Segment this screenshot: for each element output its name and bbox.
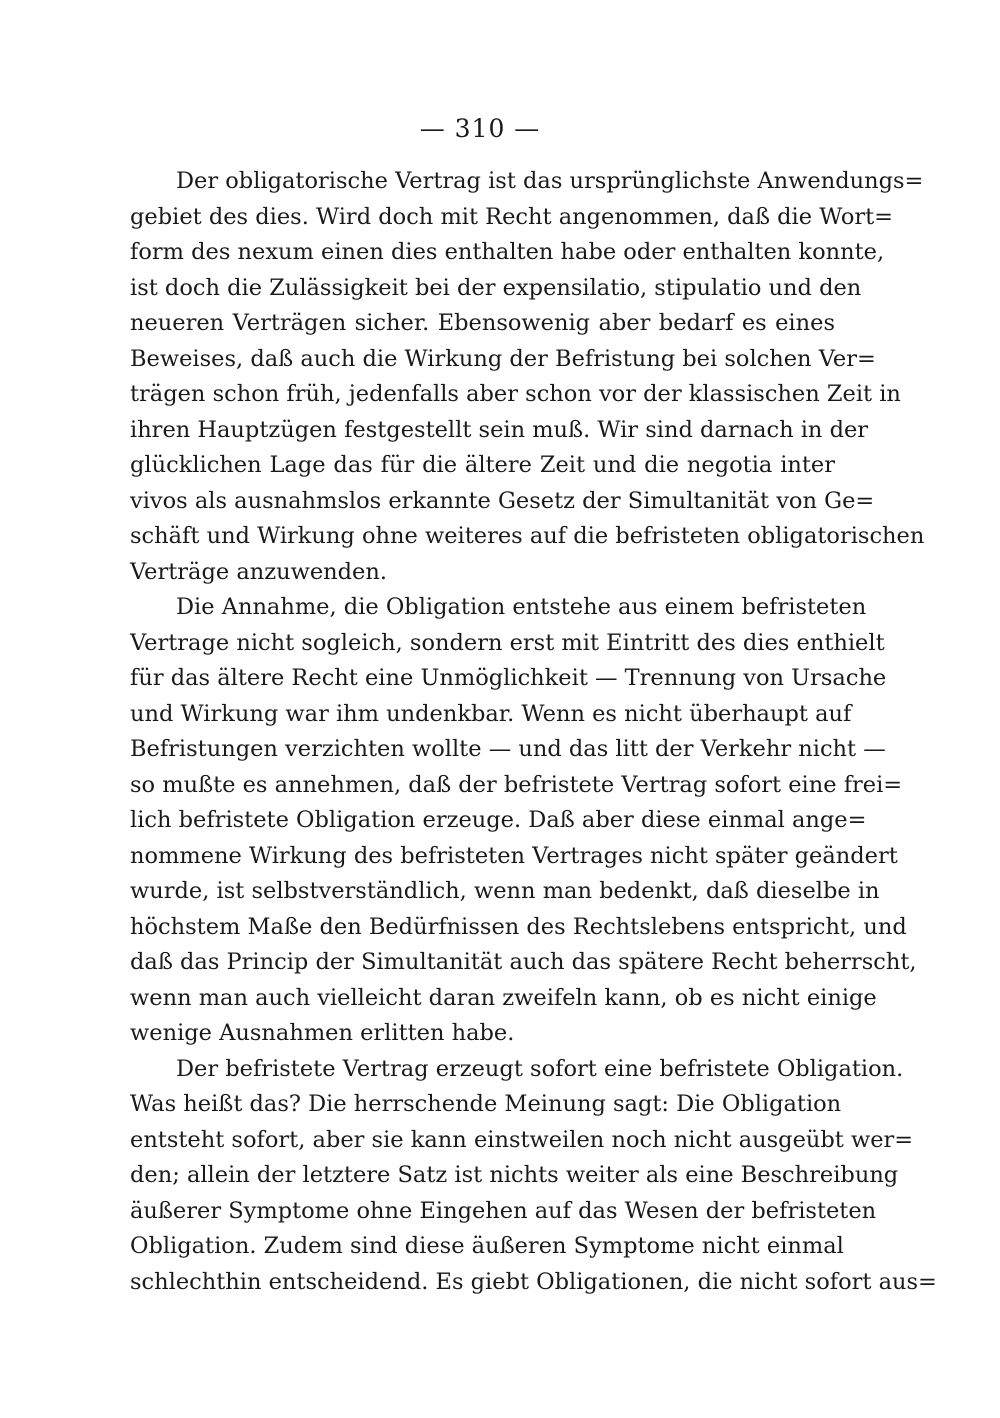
text-line: äußerer Symptome ohne Eingehen auf das Wesen der befristeten (130, 1197, 877, 1224)
text-line: lich befristete Obligation erzeuge. Daß aber diese einmal ange= (130, 807, 867, 833)
text-line: gebiet des dies. Wird doch mit Recht angenommen, daß die Wort= (130, 203, 894, 230)
text-line: neueren Verträgen sicher. Ebensowenig aber bedarf es eines (130, 310, 835, 336)
text-line: trägen schon früh, jedenfalls aber schon vor der klassischen Zeit in (130, 381, 901, 407)
text-line: Befristungen verzichten wollte — und das litt der Verkehr nicht — (130, 736, 886, 762)
text-line: schlechthin entscheidend. Es giebt Obligationen, die nicht sofort aus= (130, 1268, 937, 1295)
text-line: nommene Wirkung des befristeten Vertrages nicht später geändert (130, 842, 898, 869)
text-line: Der obligatorische Vertrag ist das ursprünglichste Anwendungs= (176, 168, 924, 194)
text-line: für das ältere Recht eine Unmöglichkeit — Trennung von Ursache (130, 665, 887, 691)
text-line: wenn man auch vielleicht daran zweifeln kann, ob es nicht einige (130, 984, 877, 1011)
text-line: ist doch die Zulässigkeit bei der expensilatio, stipulatio und den (130, 274, 862, 301)
text-line: höchstem Maße den Bedürfnissen des Rechtslebens entspricht, und (130, 913, 907, 940)
text-line: Vertrage nicht sogleich, sondern erst mit Eintritt des dies enthielt (130, 629, 885, 656)
text-line: ihren Hauptzügen festgestellt sein muß. Wir sind darnach in der (130, 416, 869, 443)
text-line: Was heißt das? Die herrschende Meinung sagt: Die Obligation (130, 1091, 842, 1117)
text-line: vivos als ausnahmslos erkannte Gesetz der Simultanität von Ge= (130, 487, 875, 514)
text-line: Verträge anzuwenden. (130, 558, 388, 585)
text-line: so mußte es annehmen, daß der befristete Vertrag sofort eine frei= (130, 771, 903, 798)
text-line: wenige Ausnahmen erlitten habe. (130, 1020, 515, 1046)
text-line: Obligation. Zudem sind diese äußeren Symptome nicht einmal (130, 1233, 844, 1259)
text-line: Die Annahme, die Obligation entstehe aus einem befristeten (176, 594, 867, 620)
text-line: wurde, ist selbstverständlich, wenn man bedenkt, daß dieselbe in (130, 878, 880, 904)
text-line: form des nexum einen dies enthalten habe oder enthalten konnte, (130, 239, 885, 265)
text-line: den; allein der letztere Satz ist nichts weiter als eine Beschreibung (130, 1162, 899, 1188)
text-line: glücklichen Lage das für die ältere Zeit und die negotia inter (130, 452, 835, 478)
text-line: schäft und Wirkung ohne weiteres auf die befristeten obligatorischen (130, 523, 925, 549)
body-text (130, 164, 937, 1300)
page-number: — 310 — (419, 114, 541, 143)
text-line: entsteht sofort, aber sie kann einstweilen noch nicht ausgeübt wer= (130, 1126, 914, 1153)
text-line: Der befristete Vertrag erzeugt sofort eine befristete Obligation. (176, 1055, 904, 1082)
text-line: Beweises, daß auch die Wirkung der Befristung bei solchen Ver= (130, 345, 876, 372)
text-line: daß das Princip der Simultanität auch das spätere Recht beherrscht, (130, 949, 917, 975)
text-line: und Wirkung war ihm undenkbar. Wenn es nicht überhaupt auf (130, 700, 852, 727)
